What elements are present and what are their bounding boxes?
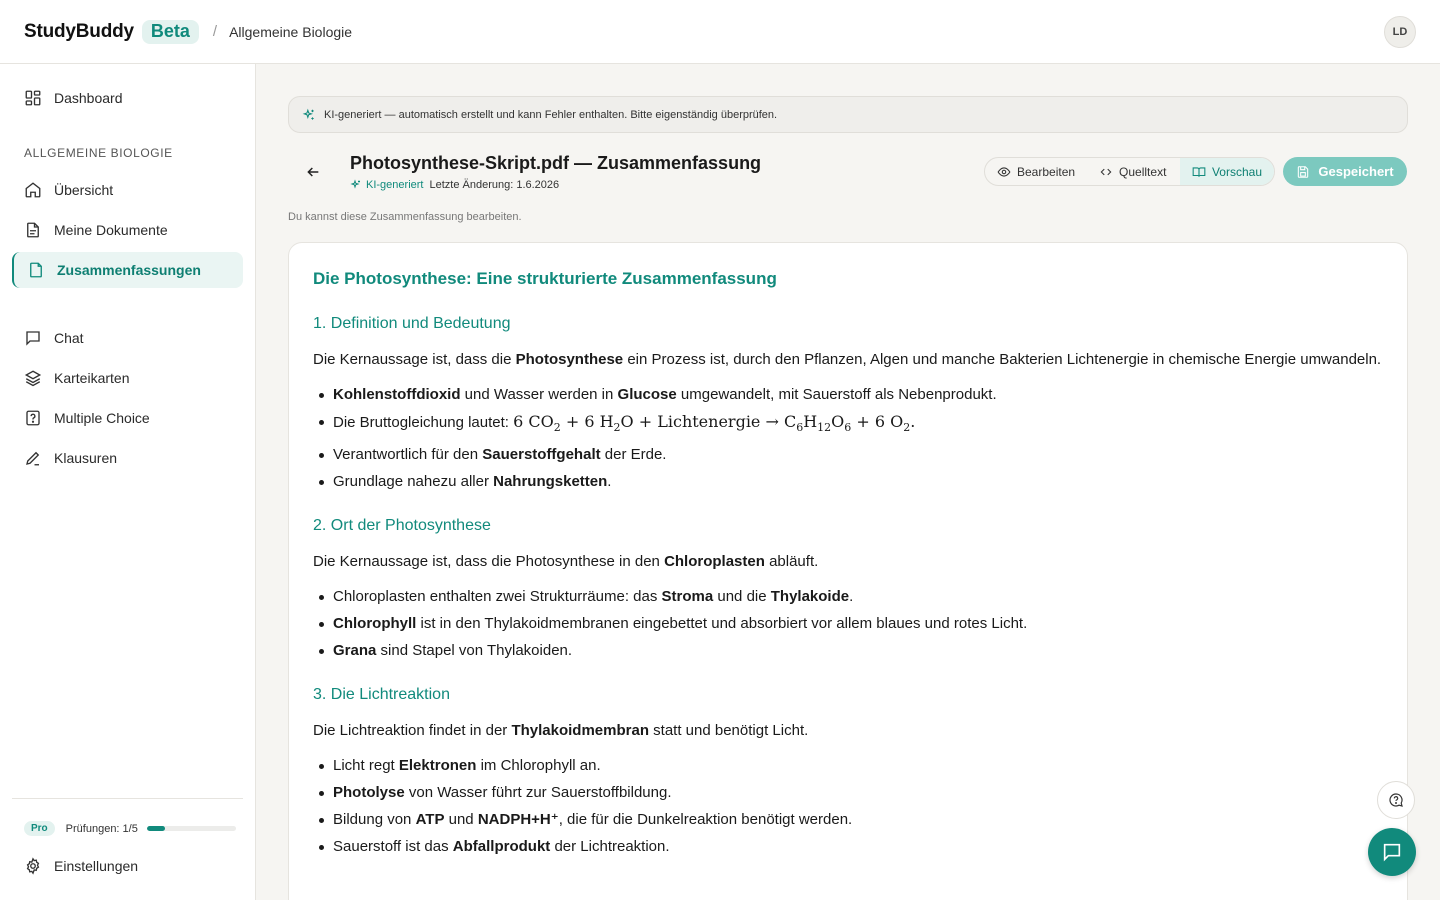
preview-button[interactable] [1180,158,1274,185]
sidebar-item-label: Klausuren [54,450,118,466]
sidebar-item-label: Zusammenfassungen [57,262,201,278]
arrow-left-icon [305,164,321,180]
photosynthesis-equation: 6 $CO_2 + 6$ $H_2O$ + Lichtenergie → $C_6H_{12}O_6 + 6$ $O_2$. [513,412,916,435]
section-intro: Die Kernaussage ist, dass die Photosynthese ein Prozess ist, durch den Pflanzen, Algen und manche Bakterien Lichtenergie in chemische Energie umwandeln. [313,351,1382,368]
pen-icon [24,449,42,467]
bullet-list [313,752,1383,860]
ai-notice-banner [288,96,1408,133]
sidebar-item-settings[interactable] [12,848,243,884]
grid-icon [24,89,42,107]
sidebar-item-label: Karteikarten [54,370,130,386]
sidebar-item-documents[interactable] [12,212,243,248]
section-title: 3. Die Lichtreaktion [313,686,450,704]
list-item: Licht regt Elektronen im Chlorophyll an. [313,752,1383,779]
list-item: Die Bruttogleichung lautet: 6 $CO_2 + 6$ $H_2O$ + Lichtenergie → $C_6H_{12}O_6 + 6$ $O_2$. [313,408,1383,441]
user-avatar[interactable]: LD [1384,16,1416,48]
source-button-label: Quelltext [1119,164,1167,179]
sidebar-item-dashboard[interactable] [12,80,243,116]
section-title: 1. Definition und Bedeutung [313,315,511,332]
sidebar-item-multiple-choice[interactable] [12,400,243,436]
plan-progress-fill [147,826,165,831]
save-icon [1296,165,1310,179]
list-item: Chloroplasten enthalten zwei Strukturräume: das Stroma und die Thylakoide. [313,583,1383,610]
preview-button-label: Vorschau [1211,164,1262,179]
sidebar-item-overview[interactable] [12,172,243,208]
edit-button-label: Bearbeiten [1017,164,1076,179]
ai-generated-tag [350,179,423,191]
sidebar-item-label: Meine Dokumente [54,222,168,238]
question-icon [24,409,42,427]
section-title: 2. Ort der Photosynthese [313,517,491,535]
list-item: Grana sind Stapel von Thylakoiden. [313,637,1383,664]
ai-generated-label: KI-generiert [366,179,424,191]
breadcrumb-course[interactable]: Allgemeine Biologie [229,23,353,40]
sidebar-item-label: Dashboard [54,90,123,106]
document-icon [24,221,42,239]
sidebar-divider [12,798,243,799]
sidebar-item-summaries[interactable] [12,252,243,288]
plan-usage [24,821,236,836]
code-icon [1099,165,1113,179]
help-bubble-icon [1388,792,1404,808]
home-icon [24,181,42,199]
list-item: Bildung von ATP und NADPH+H⁺, die für die Dunkelreaktion benötigt werden. [313,806,1383,833]
sidebar-item-chat[interactable] [12,320,243,356]
list-item: Grundlage nahezu aller Nahrungsketten. [313,468,1383,495]
chat-icon [24,329,42,347]
plan-progress-bar [147,826,236,831]
sparkles-icon [302,108,316,122]
bullet-list [313,583,1383,664]
sidebar-item-label: Chat [54,330,84,346]
save-button[interactable] [1283,157,1407,186]
sidebar-item-label: Multiple Choice [54,410,150,426]
list-item: Kohlenstoffdioxid und Wasser werden in Glucose umgewandelt, mit Sauerstoff als Nebenprodukt. [313,381,1383,408]
page-title: Photosynthese-Skript.pdf — Zusammenfassung [350,153,762,173]
summary-document [288,242,1408,900]
file-icon [27,261,45,279]
gear-icon [24,857,42,875]
sparkles-icon [350,179,362,191]
top-bar [0,0,1440,64]
list-item: Sauerstoff ist das Abfallprodukt der Lichtreaktion. [313,833,1383,860]
breadcrumb-separator: / [212,23,218,40]
chat-fab-button[interactable] [1368,828,1416,876]
beta-badge: Beta [142,20,199,44]
chat-icon [1381,841,1403,863]
layers-icon [24,369,42,387]
plan-usage-label: Prüfungen: 1/5 [65,822,138,835]
document-meta [350,179,559,191]
eye-icon [997,165,1011,179]
list-item: Verantwortlich für den Sauerstoffgehalt der Erde. [313,441,1383,468]
summary-heading: Die Photosynthese: Eine strukturierte Zusammenfassung [313,269,777,288]
help-button[interactable] [1377,781,1415,819]
bullet-list [313,381,1383,495]
app-logo[interactable]: StudyBuddy [24,20,134,42]
edit-hint: Du kannst diese Zusammenfassung bearbeiten. [288,211,522,223]
back-button[interactable] [300,159,326,185]
edit-button[interactable] [985,158,1087,185]
save-button-label: Gespeichert [1318,164,1394,179]
list-item: Photolyse von Wasser führt zur Sauerstoffbildung. [313,779,1383,806]
section-intro: Die Kernaussage ist, dass die Photosynthese in den Chloroplasten abläuft. [313,553,819,571]
sidebar-item-label: Einstellungen [54,858,139,874]
book-open-icon [1192,165,1206,179]
last-changed: Letzte Änderung: 1.6.2026 [429,179,560,191]
plan-badge: Pro [24,821,55,836]
source-button[interactable] [1087,158,1178,185]
sidebar [0,64,256,900]
sidebar-item-exams[interactable] [12,440,243,476]
view-mode-toggle [984,157,1275,186]
section-intro: Die Lichtreaktion findet in der Thylakoidmembran statt und benötigt Licht. [313,722,809,740]
list-item: Chlorophyll ist in den Thylakoidmembranen eingebettet und absorbiert vor allem blaues und rotes Licht. [313,610,1383,637]
sidebar-item-label: Übersicht [54,182,114,198]
sidebar-section-label: ALLGEMEINE BIOLOGIE [24,146,173,160]
sidebar-item-flashcards[interactable] [12,360,243,396]
ai-notice-text: KI-generiert — automatisch erstellt und kann Fehler enthalten. Bitte eigenständig überprüfen. [324,108,778,121]
